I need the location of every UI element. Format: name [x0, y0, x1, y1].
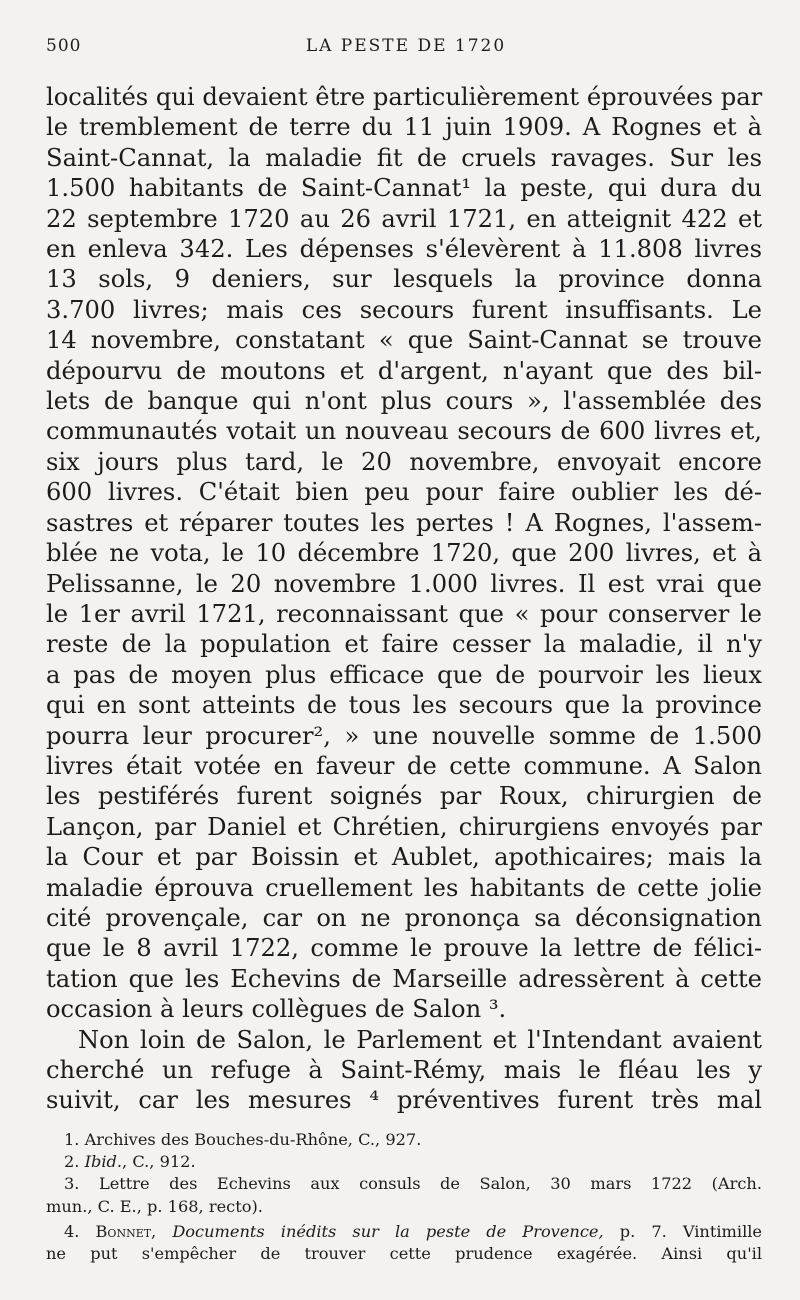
footnote-4-line-2: ne put s'empêcher de trouver cette prudence exagérée. Ainsi qu'il [46, 1244, 762, 1264]
text-line: 1.500 habitants de Saint-Cannat¹ la peste, qui dura du [46, 174, 762, 203]
text-line: sastres et réparer toutes les pertes ! A Rognes, l'assem- [46, 508, 762, 537]
text-line: qui en sont atteints de tous les secours que la province [46, 691, 762, 720]
body-text [46, 82, 762, 1116]
footnote-3-line-2: mun., C. E., p. 168, recto). [46, 1196, 263, 1216]
text-line: le tremblement de terre du 11 juin 1909. A Rognes et à [46, 113, 762, 142]
text-line: le 1er avril 1721, reconnaissant que « pour conserver le [46, 599, 762, 628]
text-line: communautés votait un nouveau secours de 600 livres et, [46, 417, 762, 446]
footnote-1: 1. Archives des Bouches-du-Rhône, C., 927. [64, 1130, 422, 1149]
text-line: Saint-Cannat, la maladie fit de cruels ravages. Sur les [46, 143, 762, 172]
text-line: six jours plus tard, le 20 novembre, envoyait encore [46, 447, 762, 476]
text-line: pourra leur procurer², » une nouvelle somme de 1.500 [46, 721, 762, 750]
text-line: livres était votée en faveur de cette commune. A Salon [46, 751, 762, 780]
text-line: dépourvu de moutons et d'argent, n'ayant que des bil- [46, 356, 762, 385]
text-line: 600 livres. C'était bien peu pour faire oublier les dé- [46, 478, 762, 507]
text-line: en enleva 342. Les dépenses s'élevèrent à 11.808 livres [46, 235, 762, 264]
footnote-3-line-1: 3. Lettre des Echevins aux consuls de Salon, 30 mars 1722 (Arch. [64, 1174, 762, 1194]
text-line: Lançon, par Daniel et Chrétien, chirurgiens envoyés par [46, 812, 762, 841]
text-line: 22 septembre 1720 au 26 avril 1721, en atteignit 422 et [46, 204, 762, 233]
text-line: blée ne vota, le 10 décembre 1720, que 200 livres, et à [46, 539, 762, 568]
text-line: la Cour et par Boissin et Aublet, apothicaires; mais la [46, 843, 762, 872]
text-line: reste de la population et faire cesser la maladie, il n'y [46, 630, 762, 659]
text-line: cherché un refuge à Saint-Rémy, mais le fléau les y [46, 1056, 762, 1084]
ibid-italic: Ibid. [84, 1152, 123, 1172]
footnote-4-line-1: 4. Bonnet, Documents inédits sur la peste de Provence, p. 7. Vintimille [64, 1221, 762, 1241]
text-line: cité provençale, car on ne prononça sa déconsignation [46, 903, 762, 932]
footnote-2-rest: , C., 912. [122, 1152, 196, 1172]
text-line: lets de banque qui n'ont plus cours », l'assemblée des [46, 387, 762, 416]
page-number: 500 [46, 36, 82, 56]
footnote-4-author: Bonnet, [95, 1221, 157, 1241]
footnote-4-rest: p. 7. Vintimille [603, 1221, 762, 1241]
text-line: les pestiférés furent soignés par Roux, chirurgien de [46, 782, 762, 811]
running-head [46, 36, 766, 60]
text-line: Pelissanne, le 20 novembre 1.000 livres. Il est vrai que [46, 569, 762, 598]
text-line: a pas de moyen plus efficace que de pourvoir les lieux [46, 660, 762, 689]
text-line: 14 novembre, constatant « que Saint-Cannat se trouve [46, 326, 762, 355]
paragraph-end-line: occasion à leurs collègues de Salon ³. [46, 995, 507, 1024]
running-title: LA PESTE DE 1720 [305, 36, 507, 56]
text-line: 13 sols, 9 deniers, sur lesquels la province donna [46, 265, 762, 294]
footnote-2: 2. Ibid., C., 912. [64, 1152, 196, 1172]
text-line: que le 8 avril 1722, comme le prouve la lettre de félici- [46, 934, 762, 963]
footnote-4-title: Documents inédits sur la peste de Provence, [172, 1221, 604, 1241]
text-line: localités qui devaient être particulièrement éprouvées par [46, 83, 763, 111]
footnotes [46, 1129, 762, 1265]
text-line: tation que les Echevins de Marseille adressèrent à cette [46, 964, 762, 993]
paragraph-start-line: Non loin de Salon, le Parlement et l'Intendant avaient [78, 1025, 762, 1054]
text-line: suivit, car les mesures ⁴ préventives furent très mal [46, 1086, 762, 1115]
text-line: maladie éprouva cruellement les habitants de cette jolie [46, 873, 762, 902]
text-line: 3.700 livres; mais ces secours furent insuffisants. Le [46, 295, 762, 324]
